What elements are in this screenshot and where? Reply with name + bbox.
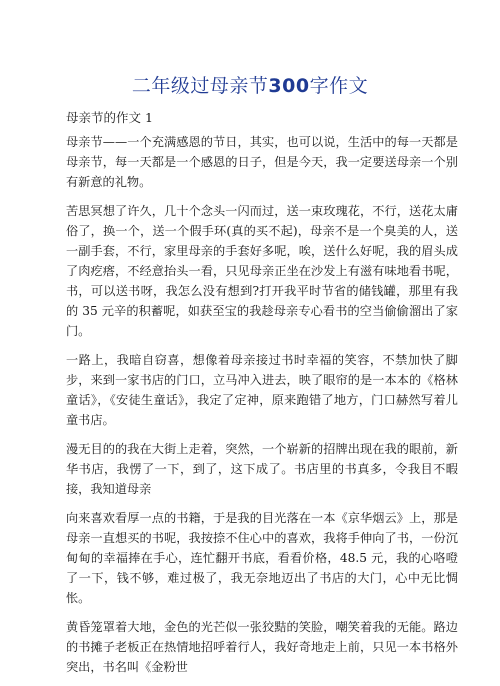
paragraph: 向来喜欢看厚一点的书籍，于是我的目光落在一本《京华烟云》上，那是母亲一直想买的书呢，我按捺不住心中的喜欢，我将手伸向了书，一份沉甸甸的幸福捧在手心，连忙翻开书底，看看价格，48.5 元，我的心咯噔了一下，钱不够，难过极了，我无奈地迈出了书店的大门，心中无比惆怅。: [66, 511, 458, 605]
title-number: 300: [268, 75, 310, 97]
title-prefix: 二年级过母亲节: [131, 75, 269, 97]
paragraph: 苦思冥想了许久，几十个念头一闪而过，送一束玫瑰花，不行，送花太庸俗了，换一个，送一个假手环(真的买不起)，母亲不是一个臭美的人，送一副手套，不行，家里母亲的手套好多呢，唉，送什么好呢，我的眉头成了肉疙瘩，不经意抬头一看，只见母亲正坐在沙发上有滋有味地看书呢，书，可以送书呀，我怎么没有想到?打开我平时节省的储钱罐，那里有我的 35 元辛的积蓄呢，如获至宝的我趁母亲专心看书的空当偷偷溜出了家门。: [66, 204, 458, 338]
paragraph: 母亲节——一个充满感恩的节日，其实，也可以说，生活中的每一天都是母亲节，每一天都是一个感恩的日子，但是今天，我一定要送母亲一个别有新意的礼物。: [66, 135, 458, 189]
paragraph: 漫无目的的我在大街上走着，突然，一个崭新的招牌出现在我的眼前，新华书店，我愣了一下，到了，这下成了。书店里的书真多，令我目不暇接，我知道母亲: [66, 442, 458, 496]
essay-body: [66, 132, 458, 686]
document-title: [0, 71, 500, 98]
paragraph: 一路上，我暗自窃喜，想像着母亲接过书时幸福的笑容，不禁加快了脚步，来到一家书店的门口，立马冲入进去，映了眼帘的是一本本的《格林童话》，《安徒生童话》，我定了定神，原来跑错了地方，门口赫然写着儿童书店。: [66, 353, 458, 427]
paragraph: 黄昏笼罩着大地，金色的光芒似一张狡黠的笑脸，嘲笑着我的无能。路边的书摊子老板正在热情地招呼着行人，我好奇地走上前，只见一本书格外突出，书名叫《金粉世: [66, 620, 458, 674]
title-suffix: 字作文: [309, 75, 369, 97]
essay-subtitle: 母亲节的作文 1: [66, 110, 153, 125]
